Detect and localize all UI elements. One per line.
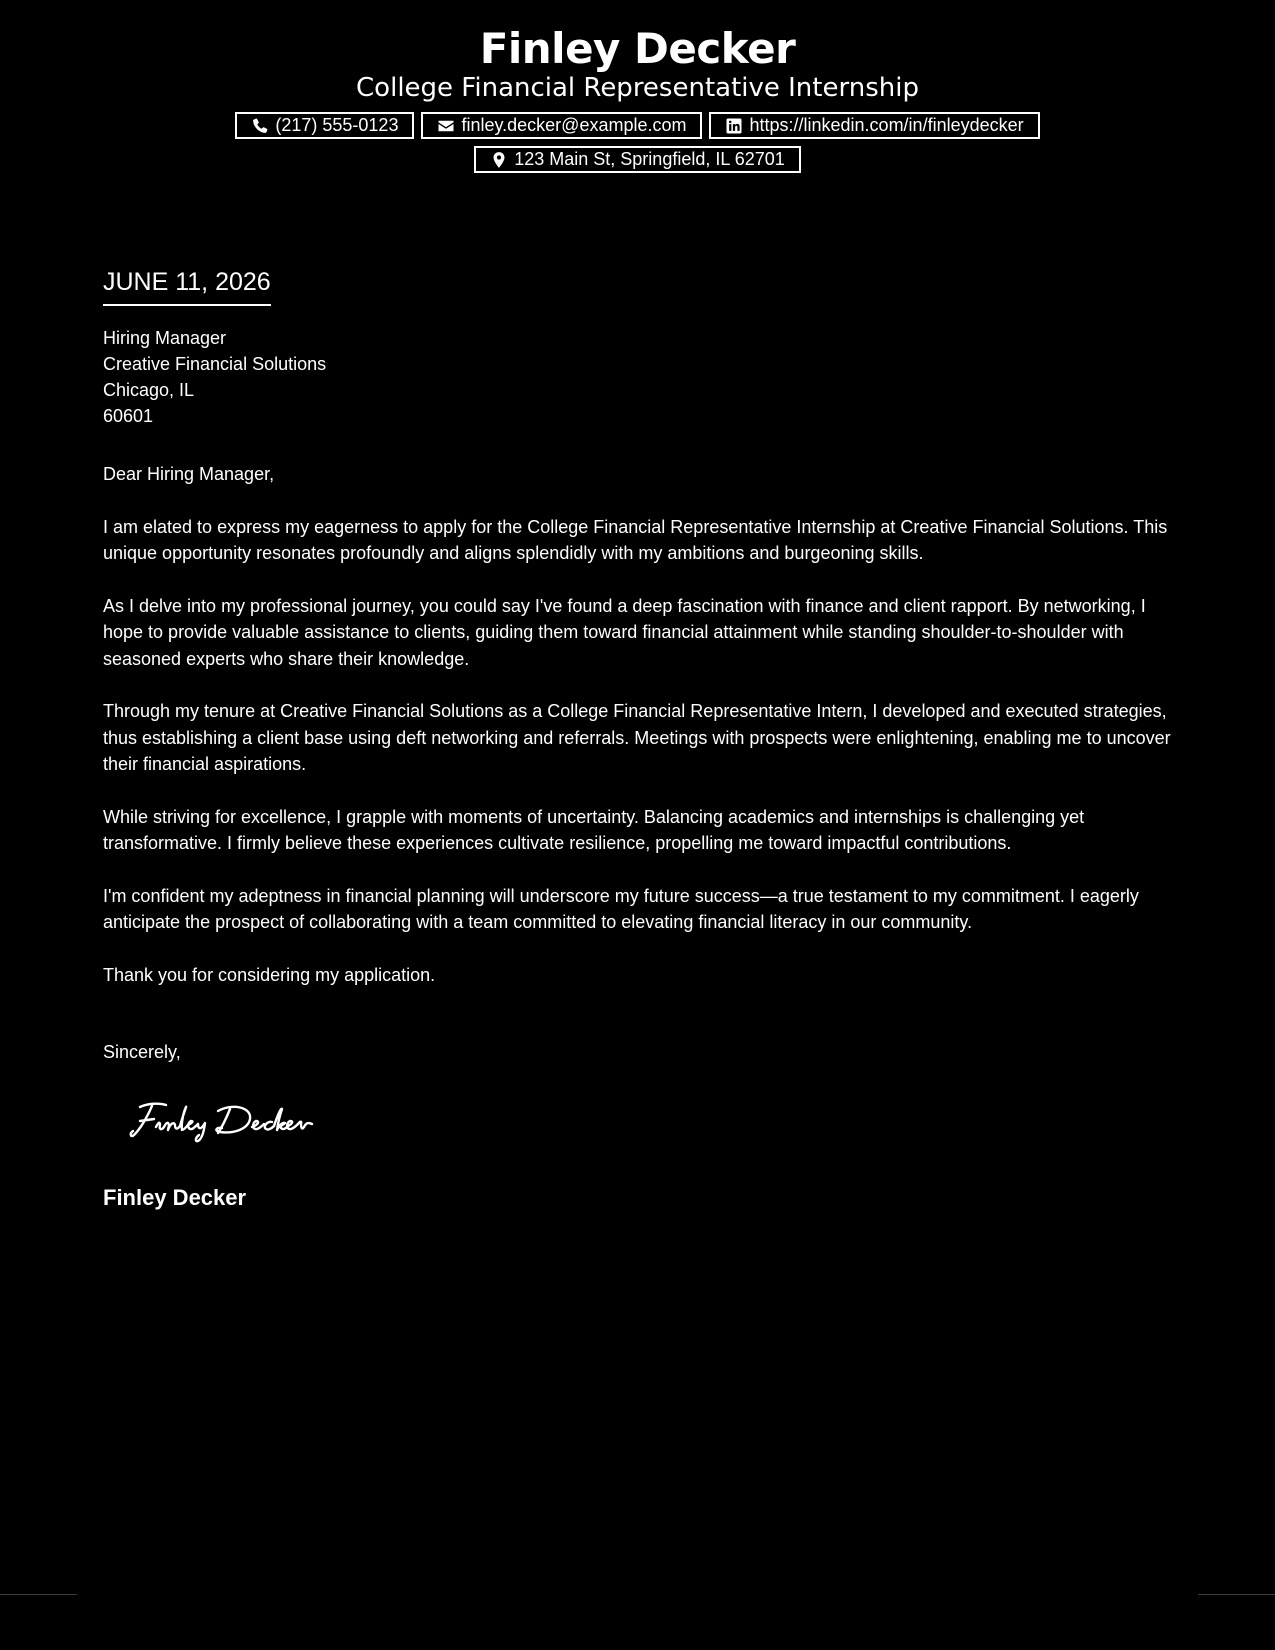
envelope-icon <box>437 117 455 135</box>
body-paragraph: As I delve into my professional journey, you could say I've found a deep fascination with finance and client rapport. By networking, I hope to provide valuable assistance to clients, guiding them toward financial attainment while standing shoulder-to-shoulder with seasoned experts who share their knowledge. <box>103 595 1146 669</box>
linkedin-text: https://linkedin.com/in/finleydecker <box>749 115 1024 135</box>
letter-header <box>0 22 1275 173</box>
signer-name: Finley Decker <box>103 1185 247 1210</box>
body-paragraph: Thank you for considering my application. <box>103 964 436 985</box>
applicant-name: Finley Decker <box>479 24 796 73</box>
body-paragraph: I am elated to express my eagerness to apply for the College Financial Representative Internship at Creative Financial Solutions. This unique opportunity resonates profoundly and aligns splendidly with my ambitions and burgeoning skills. <box>103 516 1168 563</box>
footer-rule-left <box>0 1594 77 1595</box>
recipient-title: Hiring Manager <box>103 328 227 348</box>
email-chip[interactable] <box>421 112 702 139</box>
phone-chip[interactable] <box>235 112 414 139</box>
linkedin-icon <box>725 117 743 135</box>
contact-row-primary <box>0 112 1275 139</box>
signature-image <box>126 1097 346 1145</box>
footer-rule-right <box>1198 1594 1275 1595</box>
recipient-zip: 60601 <box>103 406 154 426</box>
salutation: Dear Hiring Manager, <box>103 464 275 484</box>
body-paragraph: Through my tenure at Creative Financial Solutions as a College Financial Representative Intern, I developed and executed strategies, thus establishing a client base using deft networking and referrals. Meetings with prospects were enlightening, enabling me to uncover their financial aspirations. <box>103 701 1171 774</box>
phone-icon <box>251 117 269 135</box>
letter-date: JUNE 11, 2026 <box>103 266 271 306</box>
body-paragraph: I'm confident my adeptness in financial planning will underscore my future success—a true testament to my commitment. I eagerly anticipate the prospect of collaborating with a team committed to elevating financial literacy in our community. <box>103 885 1139 932</box>
recipient-company: Creative Financial Solutions <box>103 354 327 374</box>
recipient-city: Chicago, IL <box>103 380 195 400</box>
handwritten-signature <box>126 1097 346 1145</box>
closing-line: Sincerely, <box>103 1042 181 1062</box>
email-text: finley.decker@example.com <box>461 115 687 135</box>
recipient-block <box>103 325 326 429</box>
address-chip[interactable] <box>474 146 801 173</box>
address-text: 123 Main St, Springfield, IL 62701 <box>514 149 785 169</box>
target-role: College Financial Representative Internship <box>356 73 919 103</box>
linkedin-chip[interactable] <box>709 112 1039 139</box>
body-paragraph: While striving for excellence, I grapple with moments of uncertainty. Balancing academics and internships is challenging yet transformative. I firmly believe these experiences cultivate resilience, propelling me toward impactful contributions. <box>103 806 1085 853</box>
contact-row-secondary <box>0 146 1275 173</box>
phone-text: (217) 555-0123 <box>275 115 399 135</box>
map-marker-icon <box>490 151 508 169</box>
letter-body <box>103 461 1178 1014</box>
